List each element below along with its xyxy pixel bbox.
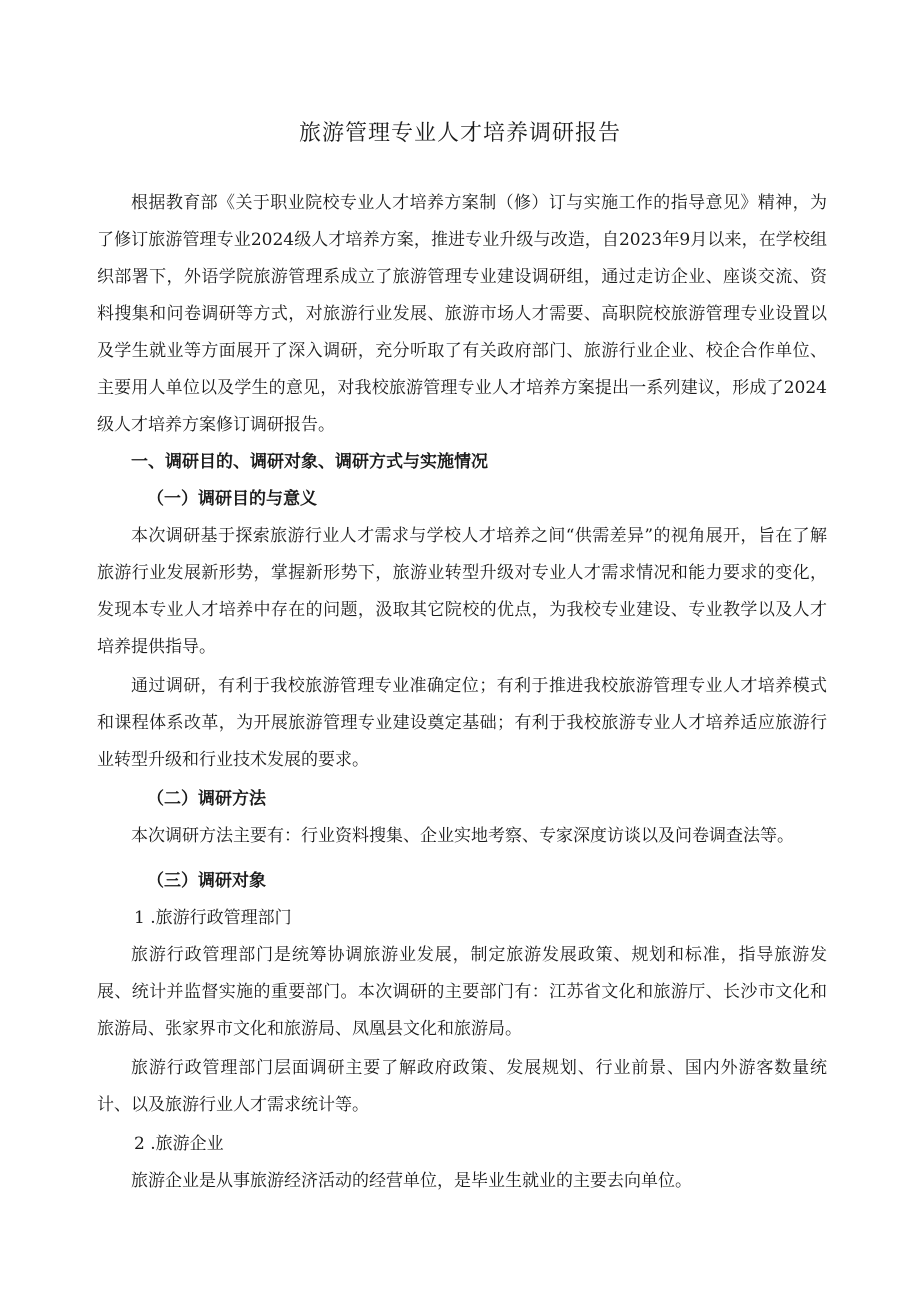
methods-paragraph: 本次调研方法主要有：行业资料搜集、企业实地考察、专家深度访谈以及问卷调查法等。 xyxy=(131,826,794,846)
subsection-3-heading: （三）调研对象 xyxy=(147,871,266,891)
admin-research-paragraph: 旅游行政管理部门层面调研主要了解政府政策、发展规划、行业前景、国内外游客数量统计、以及旅游行业人才需求统计等。 xyxy=(97,1058,827,1115)
document-title: 旅游管理专业人才培养调研报告 xyxy=(298,121,621,146)
intro-paragraph: 根据教育部《关于职业院校专业人才培养方案制（修）订与实施工作的指导意见》精神，为了修订旅游管理专业2024级人才培养方案，推进专业升级与改造，自2023年9月以来，在学校组织部署下，外语学院旅游管理系成立了旅游管理专业建设调研组，通过走访企业、座谈交流、资料搜集和问卷调研等方式，对旅游行业发展、旅游市场人才需要、高职院校旅游管理专业设置以及学生就业等方面展开了深入调研，充分听取了有关政府部门、旅游行业企业、校企合作单位、主要用人单位以及学生的意见，对我校旅游管理专业人才培养方案提出一系列建议，形成了2024级人才培养方案修订调研报告。 xyxy=(97,193,827,435)
item-2-heading: 2 .旅游企业 xyxy=(134,1134,224,1154)
section-1-heading: 一、调研目的、调研对象、调研方式与实施情况 xyxy=(131,452,488,472)
significance-paragraph: 通过调研，有利于我校旅游管理专业准确定位；有利于推进我校旅游管理专业人才培养模式和课程体系改革，为开展旅游管理专业建设奠定基础；有利于我校旅游专业人才培养适应旅游行业转型升级和行业技术发展的要求。 xyxy=(97,676,827,770)
purpose-paragraph: 本次调研基于探索旅游行业人才需求与学校人才培养之间“供需差异”的视角展开，旨在了解旅游行业发展新形势，掌握新形势下，旅游业转型升级对专业人才需求情况和能力要求的变化，发现本专业人才培养中存在的问题，汲取其它院校的优点，为我校专业建设、专业教学以及人才培养提供指导。 xyxy=(97,526,827,657)
enterprise-paragraph: 旅游企业是从事旅游经济活动的经营单位，是毕业生就业的主要去向单位。 xyxy=(131,1171,692,1191)
admin-dept-paragraph: 旅游行政管理部门是统筹协调旅游业发展，制定旅游发展政策、规划和标准，指导旅游发展、统计并监督实施的重要部门。本次调研的主要部门有：江苏省文化和旅游厅、长沙市文化和旅游局、张家界市文化和旅游局、凤凰县文化和旅游局。 xyxy=(97,945,827,1039)
subsection-1-heading: （一）调研目的与意义 xyxy=(147,489,317,509)
item-1-heading: 1 .旅游行政管理部门 xyxy=(134,908,292,928)
document-body xyxy=(97,185,827,1200)
subsection-2-heading: （二）调研方法 xyxy=(147,789,266,809)
